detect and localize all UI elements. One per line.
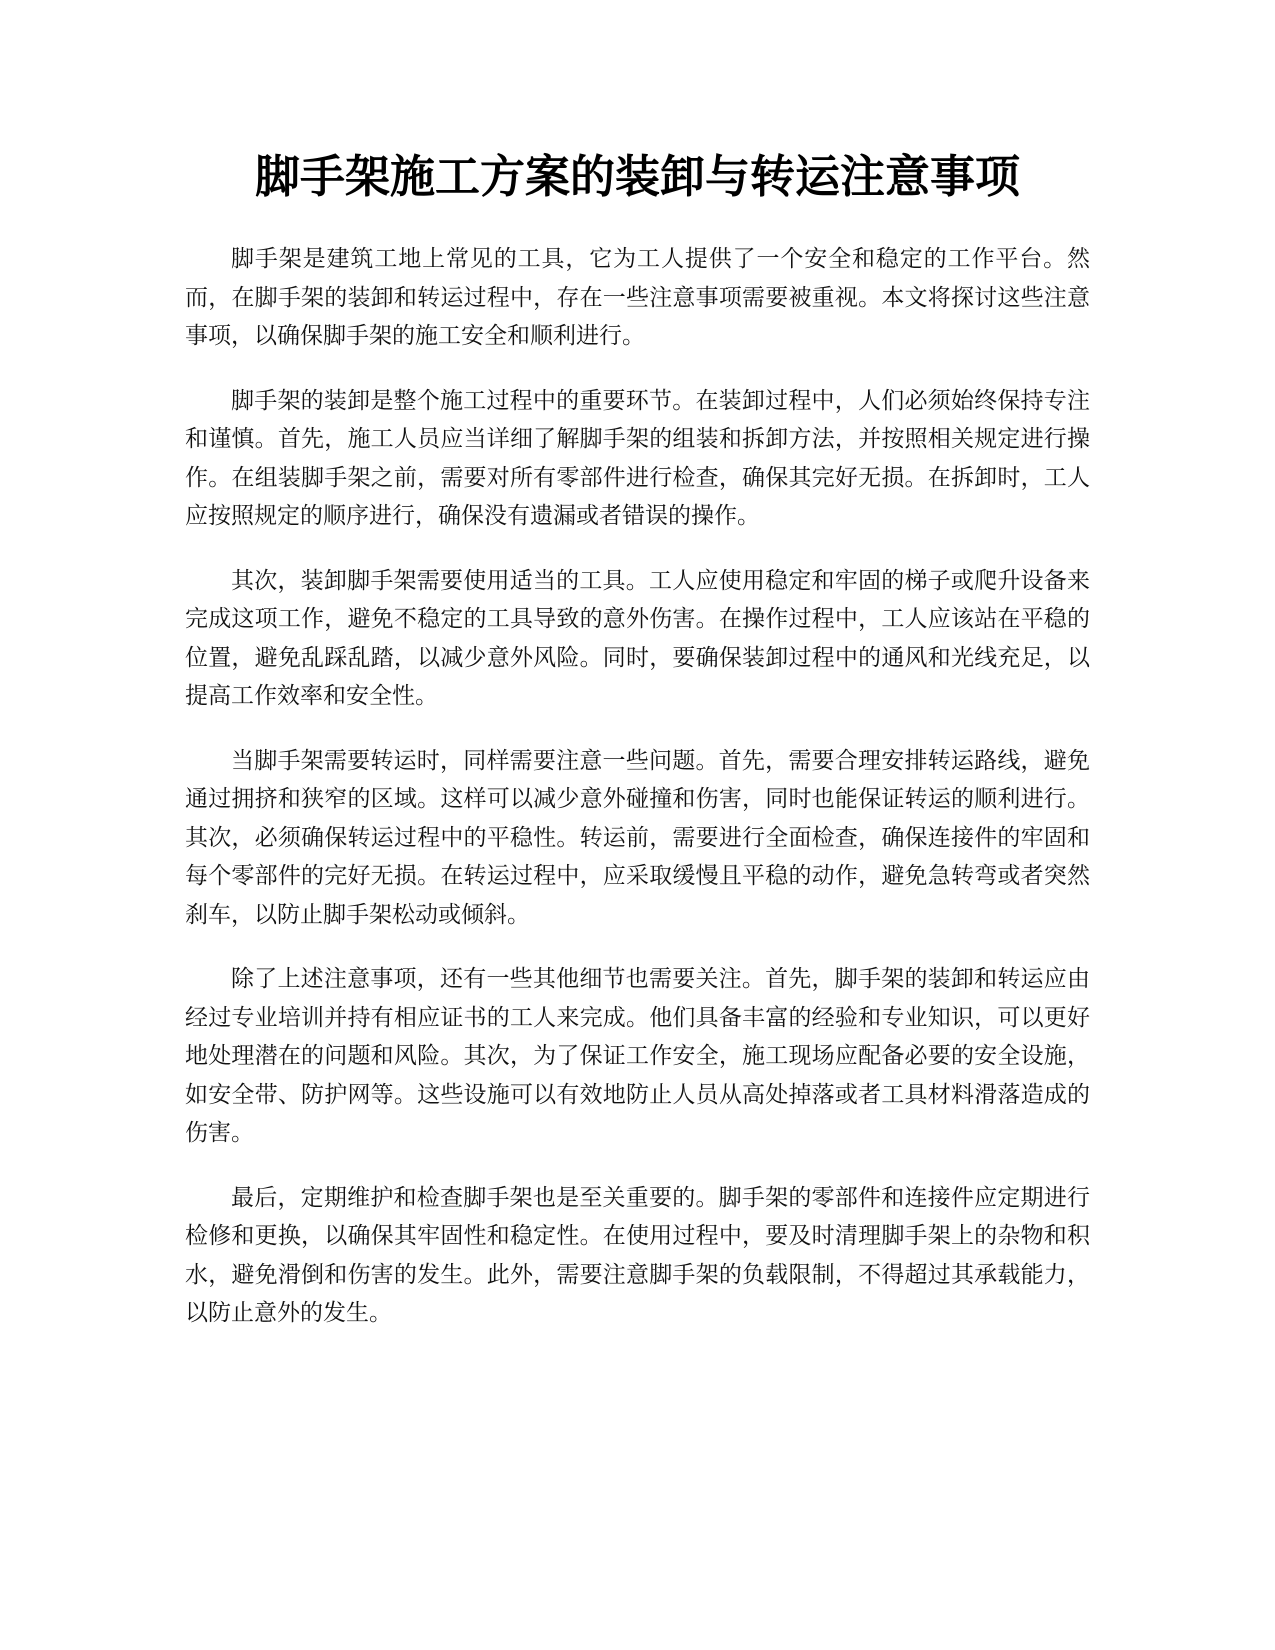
paragraph-maintenance: 最后，定期维护和检查脚手架也是至关重要的。脚手架的零部件和连接件应定期进行检修和更换，以确保其牢固性和稳定性。在使用过程中，要及时清理脚手架上的杂物和积水，避免滑倒和伤害的发生。此外，需要注意脚手架的负载限制，不得超过其承载能力，以防止意外的发生。 bbox=[185, 1184, 1090, 1326]
paragraph-tools: 其次，装卸脚手架需要使用适当的工具。工人应使用稳定和牢固的梯子或爬升设备来完成这项工作，避免不稳定的工具导致的意外伤害。在操作过程中，工人应该站在平稳的位置，避免乱踩乱踏，以减少意外风险。同时，要确保装卸过程中的通风和光线充足，以提高工作效率和安全性。 bbox=[185, 567, 1090, 709]
document-title: 脚手架施工方案的装卸与转运注意事项 bbox=[254, 150, 1020, 203]
paragraph-intro: 脚手架是建筑工地上常见的工具，它为工人提供了一个安全和稳定的工作平台。然而，在脚手架的装卸和转运过程中，存在一些注意事项需要被重视。本文将探讨这些注意事项，以确保脚手架的施工安全和顺利进行。 bbox=[185, 246, 1090, 349]
paragraph-details: 除了上述注意事项，还有一些其他细节也需要关注。首先，脚手架的装卸和转运应由经过专业培训并持有相应证书的工人来完成。他们具备丰富的经验和专业知识，可以更好地处理潜在的问题和风险。其次，为了保证工作安全，施工现场应配备必要的安全设施，如安全带、防护网等。这些设施可以有效地防止人员从高处掉落或者工具材料滑落造成的伤害。 bbox=[185, 966, 1090, 1146]
paragraph-loading: 脚手架的装卸是整个施工过程中的重要环节。在装卸过程中，人们必须始终保持专注和谨慎。首先，施工人员应当详细了解脚手架的组装和拆卸方法，并按照相关规定进行操作。在组装脚手架之前，需要对所有零部件进行检查，确保其完好无损。在拆卸时，工人应按照规定的顺序进行，确保没有遗漏或者错误的操作。 bbox=[185, 387, 1090, 529]
paragraph-transport: 当脚手架需要转运时，同样需要注意一些问题。首先，需要合理安排转运路线，避免通过拥挤和狭窄的区域。这样可以减少意外碰撞和伤害，同时也能保证转运的顺利进行。其次，必须确保转运过程中的平稳性。转运前，需要进行全面检查，确保连接件的牢固和每个零部件的完好无损。在转运过程中，应采取缓慢且平稳的动作，避免急转弯或者突然刹车，以防止脚手架松动或倾斜。 bbox=[185, 747, 1090, 928]
document-body bbox=[185, 240, 1090, 1359]
